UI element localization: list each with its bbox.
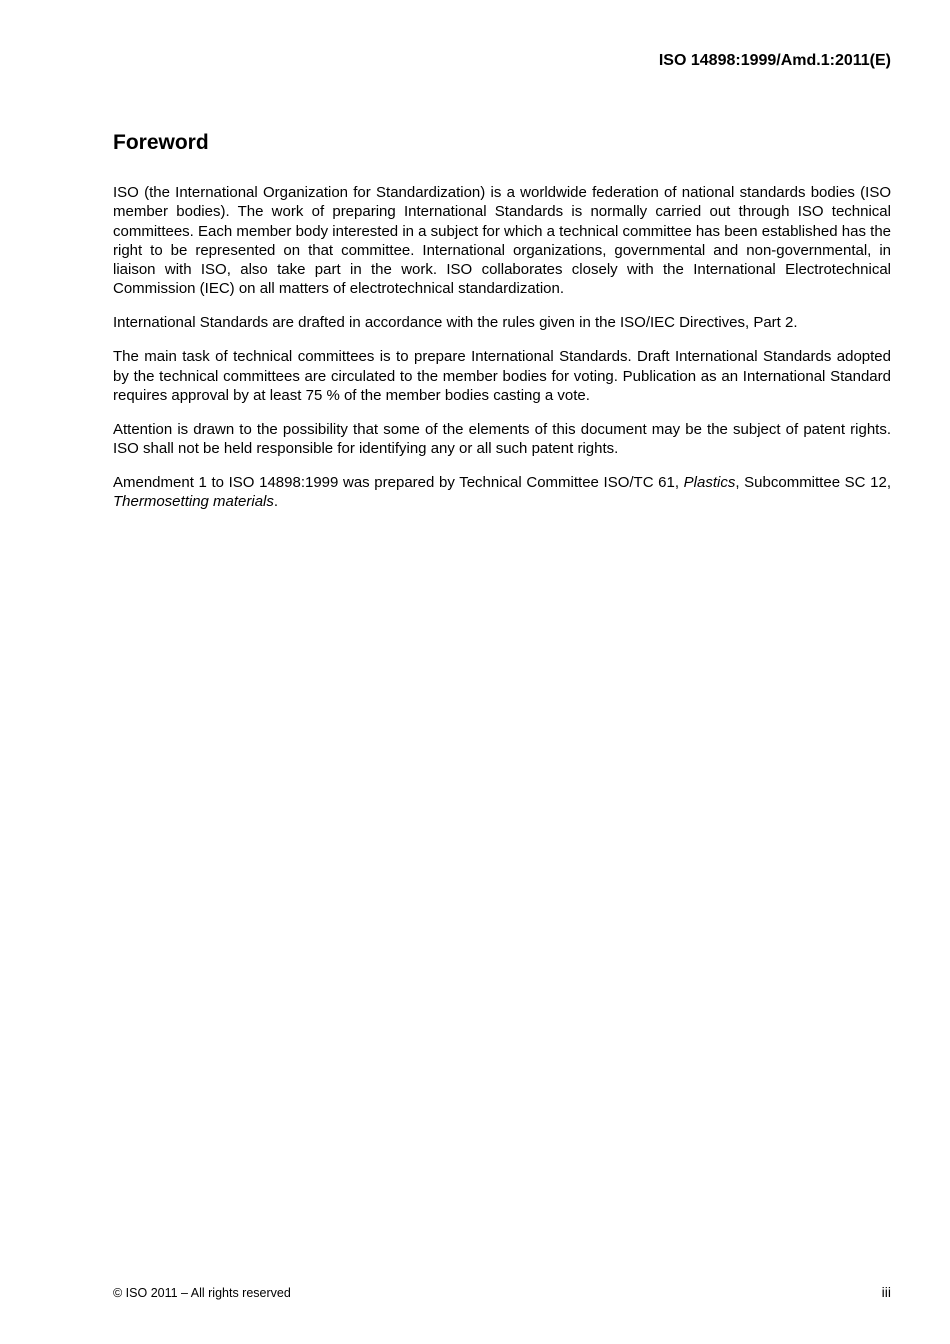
footer-copyright: © ISO 2011 – All rights reserved xyxy=(113,1286,291,1300)
amendment-text-2: , Subcommittee SC 12, xyxy=(735,473,892,491)
foreword-content xyxy=(113,183,891,526)
paragraph-iso-description: ISO (the International Organization for Standardization) is a worldwide federation of national standards bodies (ISO member bodies). The work of preparing International Standards is normally carried out through ISO technical committees. Each member body interested in a subject for which a technical committee has been established has the right to be represented on that committee. International organizations, governmental and non-governmental, in liaison with ISO, also take part in the work. ISO collaborates closely with the International Electrotechnical Commission (IEC) on all matters of electrotechnical standardization. xyxy=(113,184,891,298)
page-title: Foreword xyxy=(113,131,209,154)
footer-page-number: iii xyxy=(881,1284,891,1300)
paragraph-amendment-info xyxy=(113,473,891,512)
paragraph-committee-task: The main task of technical committees is to prepare International Standards. Draft International Standards adopted by the technical committees are circulated to the member bodies for voting. Publication as an International Standard requires approval by at least 75 % of the member bodies casting a vote. xyxy=(113,348,891,404)
subcommittee-name: Thermosetting materials xyxy=(113,493,274,511)
committee-name: Plastics xyxy=(683,473,736,491)
paragraph-patent-rights: Attention is drawn to the possibility that some of the elements of this document may be the subject of patent rights. ISO shall not be held responsible for identifying any or all such patent rights. xyxy=(113,420,891,458)
amendment-text-1: Amendment 1 to ISO 14898:1999 was prepared by Technical Committee ISO/TC 61, xyxy=(113,473,684,491)
page-header-document-id: ISO 14898:1999/Amd.1:2011(E) xyxy=(658,52,891,69)
paragraph-drafting-rules: International Standards are drafted in accordance with the rules given in the ISO/IEC Directives, Part 2. xyxy=(113,314,798,332)
amendment-text-3: . xyxy=(273,493,279,511)
